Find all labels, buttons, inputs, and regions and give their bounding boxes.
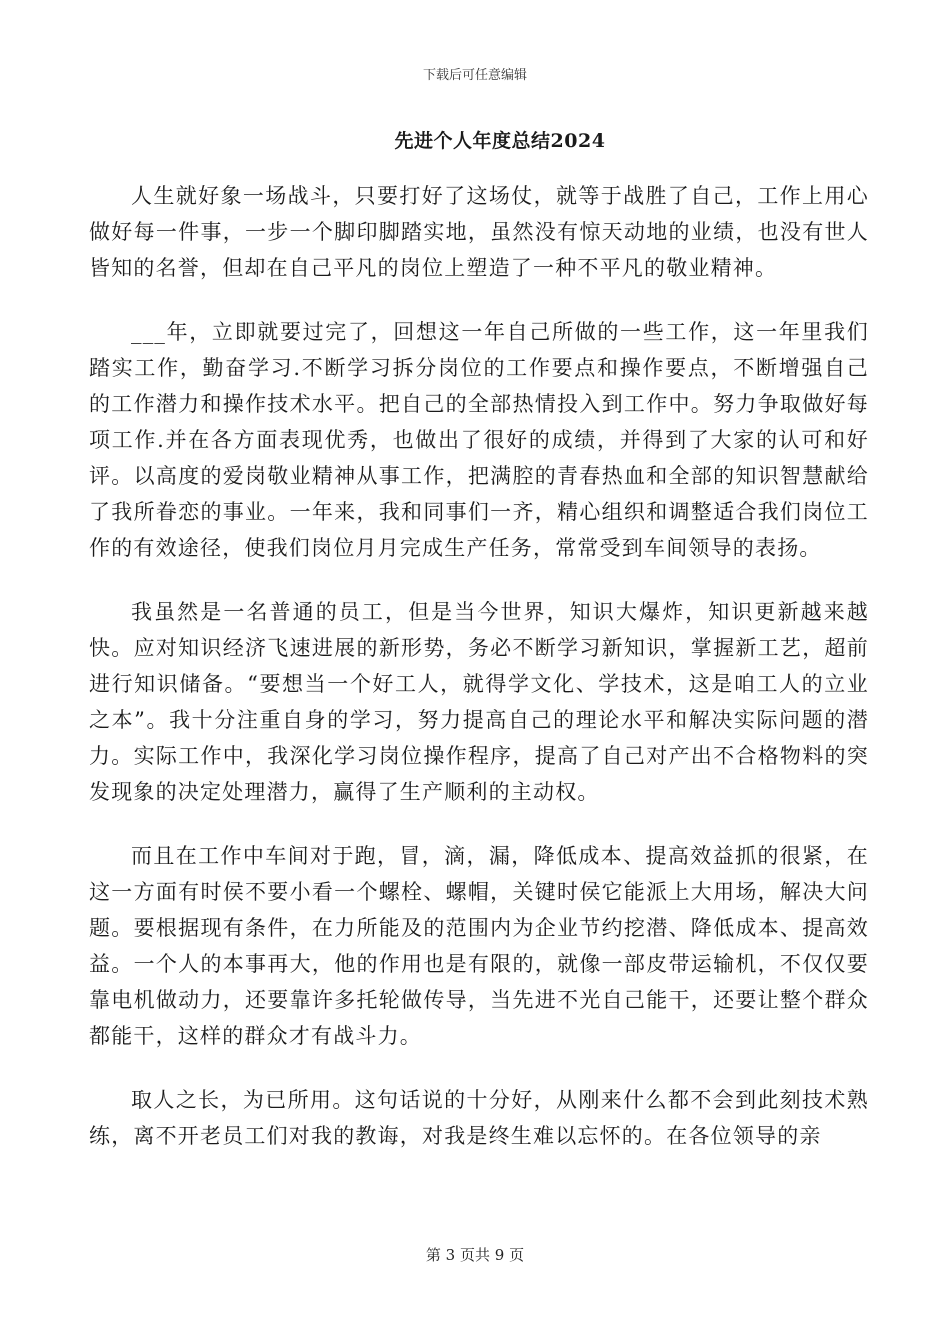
header-note: 下载后可任意编辑 bbox=[422, 68, 527, 83]
document-body bbox=[89, 178, 869, 1182]
paragraph-2: ___年，立即就要过完了，回想这一年自己所做的一些工作，这一年里我们踏实工作，勤奋学习.不断学习拆分岗位的工作要点和操作要点，不断增强自己的工作潜力和操作技术水平。把自己的全部热情投入到工作中。努力争取做好每项工作.并在各方面表现优秀，也做出了很好的成绩，并得到了大家的认可和好评。以高度的爱岗敬业精神从事工作，把满腔的青春热血和全部的知识智慧献给了我所眷恋的事业。一年来，我和同事们一齐，精心组织和调整适合我们岗位工作的有效途径，使我们岗位月月完成生产任务，常常受到车间领导的表扬。 bbox=[89, 320, 869, 560]
page-number-footer: 第 3 页共 9 页 bbox=[425, 1246, 525, 1264]
document-title: 先进个人年度总结2024 bbox=[394, 130, 606, 152]
paragraph-1: 人生就好象一场战斗，只要打好了这场仗，就等于战胜了自己，工作上用心做好每一件事，一步一个脚印脚踏实地，虽然没有惊天动地的业绩，也没有世人皆知的名誉，但却在自己平凡的岗位上塑造了一种不平凡的敬业精神。 bbox=[89, 184, 869, 280]
paragraph-5: 取人之长，为已所用。这句话说的十分好，从刚来什么都不会到此刻技术熟练，离不开老员工们对我的教诲，对我是终生难以忘怀的。在各位领导的亲 bbox=[89, 1088, 869, 1148]
paragraph-3: 我虽然是一名普通的员工，但是当今世界，知识大爆炸，知识更新越来越快。应对知识经济飞速进展的新形势，务必不断学习新知识，掌握新工艺，超前进行知识储备。“要想当一个好工人，就得学文化、学技术，这是咱工人的立业之本”。我十分注重自身的学习，努力提高自己的理论水平和解决实际问题的潜力。实际工作中，我深化学习岗位操作程序，提高了自己对产出不合格物料的突发现象的决定处理潜力，赢得了生产顺利的主动权。 bbox=[89, 600, 869, 804]
paragraph-4: 而且在工作中车间对于跑，冒，滴，漏，降低成本、提高效益抓的很紧，在这一方面有时侯不要小看一个螺栓、螺帽，关键时侯它能派上大用场，解决大问题。要根据现有条件，在力所能及的范围内为企业节约挖潜、降低成本、提高效益。一个人的本事再大，他的作用也是有限的，就像一部皮带运输机，不仅仅要靠电机做动力，还要靠许多托轮做传导，当先进不光自己能干，还要让整个群众都能干，这样的群众才有战斗力。 bbox=[89, 844, 869, 1048]
